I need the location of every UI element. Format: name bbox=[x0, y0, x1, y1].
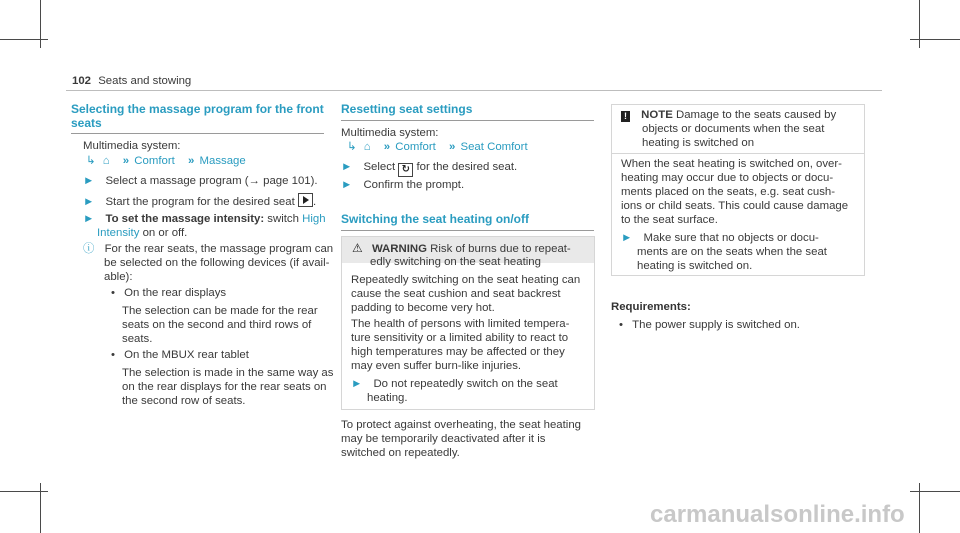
step-item bbox=[341, 178, 464, 192]
step-text-cont: heating. bbox=[367, 392, 408, 404]
step-item bbox=[83, 174, 318, 188]
section-heading: Resetting seat settings bbox=[341, 102, 473, 116]
step-arrow-icon: ► bbox=[83, 175, 95, 187]
step-item bbox=[351, 377, 558, 391]
warning-body: The health of persons with limited tempera- bbox=[351, 318, 570, 330]
watermark: carmanualsonline.info bbox=[650, 501, 905, 528]
bullet-text: on the rear displays for the rear seats on bbox=[122, 381, 327, 393]
bullet-text: The selection is made in the same way as bbox=[122, 367, 334, 379]
crop-mark bbox=[40, 0, 41, 48]
paragraph: To protect against overheating, the seat heating bbox=[341, 419, 581, 431]
section-heading: Selecting the massage program for the front bbox=[71, 102, 324, 116]
bullet-item bbox=[619, 318, 800, 332]
step-item bbox=[83, 193, 316, 209]
step-arrow-icon: ► bbox=[341, 179, 353, 191]
note-line bbox=[83, 242, 333, 256]
chevron-icon: » bbox=[187, 155, 195, 167]
note-text: heating is switched on bbox=[642, 137, 755, 149]
paragraph: switched on repeatedly. bbox=[341, 447, 460, 459]
step-bold: To set the massage intensity: bbox=[105, 213, 265, 225]
step-text: Select bbox=[363, 161, 396, 173]
step-text: for the desired seat. bbox=[416, 161, 518, 173]
warning-body: padding to become very hot. bbox=[351, 302, 495, 314]
note-body: to the seat surface. bbox=[621, 214, 718, 226]
step-text-cont: heating is switched on. bbox=[637, 260, 753, 272]
note-text: objects or documents when the seat bbox=[642, 123, 825, 135]
bullet-title: On the MBUX rear tablet bbox=[124, 349, 249, 361]
path-arrow-icon: ↳ bbox=[86, 155, 96, 167]
step-arrow-icon: ► bbox=[83, 196, 95, 208]
note-text: For the rear seats, the massage program can bbox=[104, 243, 334, 255]
exclamation-icon: ! bbox=[621, 111, 630, 122]
note-line: able): bbox=[104, 271, 133, 283]
warning-body: ture sensitivity or a limited ability to react to bbox=[351, 332, 569, 344]
chevron-icon: » bbox=[122, 155, 130, 167]
step-text: Select a massage program ( bbox=[105, 175, 249, 187]
step-text-end: ). bbox=[310, 175, 318, 187]
bullet-text: seats on the second and third rows of bbox=[122, 319, 312, 331]
heading-rule bbox=[341, 120, 594, 121]
ref-arrow-icon: → bbox=[248, 175, 260, 187]
paragraph: may be temporarily deactivated after it is bbox=[341, 433, 546, 445]
heading-rule bbox=[341, 230, 594, 231]
path-label: Multimedia system: bbox=[83, 140, 181, 152]
page-ref: page 101 bbox=[263, 175, 311, 187]
step-arrow-icon: ► bbox=[621, 232, 633, 244]
section-heading: Switching the seat heating on/off bbox=[341, 212, 530, 226]
note-label: NOTE bbox=[641, 109, 673, 121]
step-arrow-icon: ► bbox=[351, 378, 363, 390]
path-arrow-icon: ↳ bbox=[347, 141, 357, 153]
bullet-icon: • bbox=[619, 319, 623, 331]
bullet-text: The selection can be made for the rear bbox=[122, 305, 318, 317]
warning-body: Repeatedly switching on the seat heating can bbox=[351, 274, 581, 286]
warning-body: high temperatures may be affected or they bbox=[351, 346, 565, 358]
note-body: When the seat heating is switched on, over- bbox=[621, 158, 842, 170]
step-item bbox=[341, 160, 517, 177]
warning-text: edly switching on the seat heating bbox=[370, 256, 541, 268]
info-icon: ⓘ bbox=[83, 243, 95, 255]
note-line: be selected on the following devices (if avail- bbox=[104, 257, 330, 269]
warning-label: WARNING bbox=[371, 243, 427, 255]
heading-rule bbox=[71, 133, 324, 134]
requirements-heading: Requirements: bbox=[611, 301, 691, 313]
section-heading-cont: seats bbox=[71, 116, 102, 130]
step-item bbox=[621, 231, 819, 245]
menu-path bbox=[347, 140, 528, 154]
crop-mark bbox=[910, 39, 960, 40]
crop-mark bbox=[0, 491, 48, 492]
path-comfort: Comfort bbox=[395, 141, 436, 153]
crop-mark bbox=[919, 0, 920, 48]
note-body: heating may occur due to objects or docu- bbox=[621, 172, 834, 184]
chevron-icon: » bbox=[383, 141, 391, 153]
bullet-item bbox=[111, 348, 249, 362]
bullet-item bbox=[111, 286, 226, 300]
warning-body: may even suffer burn-like injuries. bbox=[351, 360, 522, 372]
step-item bbox=[83, 212, 326, 226]
warning-text: Risk of burns due to repeat- bbox=[430, 243, 571, 255]
reset-icon: ↻ bbox=[398, 163, 413, 177]
header-rule bbox=[66, 90, 882, 91]
path-seat-comfort: Seat Comfort bbox=[460, 141, 528, 153]
bullet-text: seats. bbox=[122, 333, 153, 345]
section-title: Seats and stowing bbox=[98, 75, 192, 87]
note-body: ments placed on the seats, e.g. seat cush- bbox=[621, 186, 836, 198]
note-title bbox=[621, 108, 836, 122]
page-number: 102 bbox=[72, 75, 92, 87]
note-rule bbox=[612, 153, 864, 154]
bullet-text: the second row of seats. bbox=[122, 395, 246, 407]
step-text: Make sure that no objects or docu- bbox=[643, 232, 819, 244]
menu-path bbox=[86, 154, 246, 168]
crop-mark bbox=[0, 39, 48, 40]
step-text: Do not repeatedly switch on the seat bbox=[373, 378, 558, 390]
step-text-end: . bbox=[312, 196, 317, 208]
note-body: ions or child seats. This could cause damage bbox=[621, 200, 849, 212]
crop-mark bbox=[910, 491, 960, 492]
play-icon bbox=[298, 193, 313, 207]
path-massage: Massage bbox=[199, 155, 246, 167]
step-text: switch bbox=[267, 213, 299, 225]
step-text-cont: ments are on the seats when the seat bbox=[637, 246, 827, 258]
step-text: Confirm the prompt. bbox=[363, 179, 465, 191]
step-text: Start the program for the desired seat bbox=[105, 196, 295, 208]
path-comfort: Comfort bbox=[134, 155, 175, 167]
warning-icon: ⚠ bbox=[352, 241, 363, 255]
bullet-icon: • bbox=[111, 349, 115, 361]
setting-intensity: Intensity bbox=[97, 227, 140, 239]
step-text: on or off. bbox=[142, 227, 188, 239]
note-text: Damage to the seats caused by bbox=[676, 109, 837, 121]
home-icon: ⌂ bbox=[102, 155, 110, 167]
chevron-icon: » bbox=[448, 141, 456, 153]
path-label: Multimedia system: bbox=[341, 127, 439, 139]
step-arrow-icon: ► bbox=[341, 161, 353, 173]
page-header bbox=[72, 74, 191, 88]
warning-body: cause the seat cushion and seat backrest bbox=[351, 288, 561, 300]
step-arrow-icon: ► bbox=[83, 213, 95, 225]
home-icon: ⌂ bbox=[363, 141, 371, 153]
setting-high: High bbox=[302, 213, 326, 225]
bullet-title: On the rear displays bbox=[124, 287, 227, 299]
bullet-icon: • bbox=[111, 287, 115, 299]
bullet-text: The power supply is switched on. bbox=[632, 319, 800, 331]
warning-title bbox=[352, 241, 571, 256]
step-item-cont bbox=[97, 226, 187, 240]
